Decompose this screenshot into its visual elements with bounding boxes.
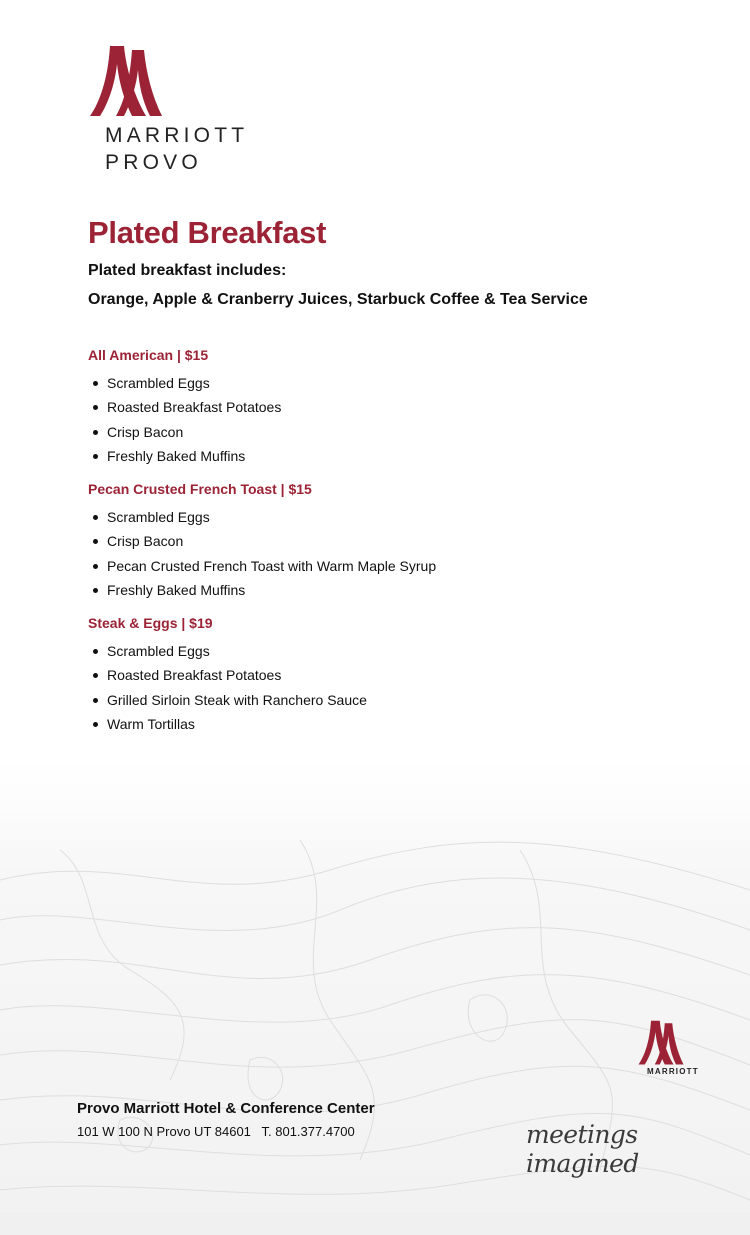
bullet-icon: [93, 673, 98, 678]
bullet-icon: [93, 454, 98, 459]
section-heading-all-american: All American | $15: [88, 347, 209, 363]
section-heading-steak-eggs: Steak & Eggs | $19: [88, 615, 213, 631]
logo-location: PROVO: [105, 151, 202, 174]
bottom-band: [0, 1212, 750, 1235]
bullet-icon: [93, 539, 98, 544]
tagline: meetings imagined: [526, 1120, 639, 1178]
list-item: Warm Tortillas: [88, 715, 367, 739]
marriott-logo: [86, 42, 236, 118]
hotel-name: Provo Marriott Hotel & Conference Center: [77, 1100, 375, 1117]
footer-marriott-logo: [636, 1018, 686, 1071]
marriott-m-icon: [86, 42, 166, 118]
list-item: Roasted Breakfast Potatoes: [88, 398, 281, 422]
list-item: Pecan Crusted French Toast with Warm Maple Syrup: [88, 557, 436, 581]
list-item: Scrambled Eggs: [88, 374, 281, 398]
footer-logo-wordmark: MARRIOTT: [647, 1067, 699, 1076]
bullet-icon: [93, 698, 98, 703]
bullet-icon: [93, 515, 98, 520]
list-item: Freshly Baked Muffins: [88, 581, 436, 605]
marriott-m-icon: [636, 1018, 686, 1066]
list-item: Freshly Baked Muffins: [88, 447, 281, 471]
hotel-address: 101 W 100 N Provo UT 84601 T. 801.377.4700: [77, 1124, 355, 1139]
logo-wordmark: MARRIOTT: [105, 124, 249, 147]
bullet-icon: [93, 564, 98, 569]
list-item: Scrambled Eggs: [88, 508, 436, 532]
section-list-steak-eggs: [88, 642, 367, 740]
section-list-all-american: [88, 374, 281, 472]
list-item: Crisp Bacon: [88, 423, 281, 447]
intro-line-1: Plated breakfast includes:: [88, 262, 287, 279]
bullet-icon: [93, 722, 98, 727]
section-list-french-toast: [88, 508, 436, 606]
bullet-icon: [93, 430, 98, 435]
list-item: Crisp Bacon: [88, 532, 436, 556]
bullet-icon: [93, 381, 98, 386]
list-item: Roasted Breakfast Potatoes: [88, 666, 367, 690]
bullet-icon: [93, 405, 98, 410]
intro-line-2: Orange, Apple & Cranberry Juices, Starbuck Coffee & Tea Service: [88, 291, 588, 308]
section-heading-french-toast: Pecan Crusted French Toast | $15: [88, 481, 312, 497]
bullet-icon: [93, 649, 98, 654]
bullet-icon: [93, 588, 98, 593]
list-item: Scrambled Eggs: [88, 642, 367, 666]
page-title: Plated Breakfast: [88, 215, 327, 250]
list-item: Grilled Sirloin Steak with Ranchero Sauce: [88, 691, 367, 715]
